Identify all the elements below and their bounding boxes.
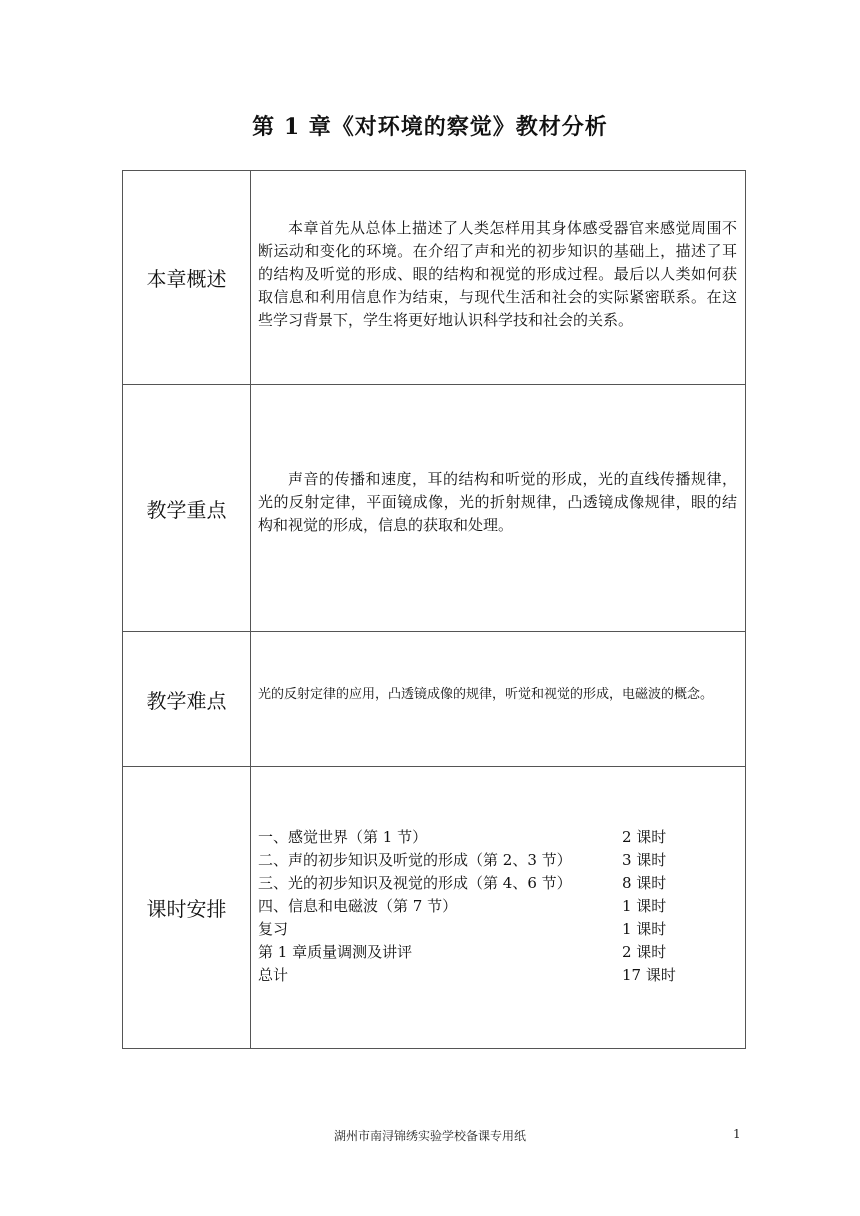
row-label: 课时安排 (123, 767, 251, 1049)
row-content (251, 171, 746, 385)
analysis-table (122, 170, 746, 1049)
page-number: 1 (733, 1127, 741, 1141)
list-item (258, 895, 737, 918)
schedule-item: 三、光的初步知识及视觉的形成（第 4、6 节） (258, 874, 572, 892)
schedule-item: 一、感觉世界（第 1 节） (258, 828, 428, 846)
schedule-hours: 3 课时 (622, 851, 667, 869)
schedule-item: 总计 (258, 966, 289, 984)
schedule-list (258, 826, 737, 987)
schedule-hours: 1 课时 (622, 920, 667, 938)
schedule-hours: 8 课时 (622, 874, 667, 892)
schedule-hours: 1 课时 (622, 897, 667, 915)
table-row-key-points (123, 385, 746, 632)
footer-text: 湖州市南浔锦绣实验学校备课专用纸 (333, 1129, 526, 1143)
table-row-overview (123, 171, 746, 385)
list-item (258, 918, 737, 941)
list-item (258, 941, 737, 964)
row-label: 教学重点 (123, 385, 251, 632)
table-row-schedule (123, 767, 746, 1049)
table-row-difficulties (123, 632, 746, 767)
difficulties-text: 光的反射定律的应用，凸透镜成像的规律，听觉和视觉的形成，电磁波的概念。 (258, 687, 714, 702)
schedule-item: 复习 (258, 920, 289, 938)
schedule-hours: 17 课时 (622, 966, 676, 984)
page-title: 第 1 章《对环境的察觉》教材分析 (252, 114, 608, 140)
row-content (251, 385, 746, 632)
overview-text: 本章首先从总体上描述了人类怎样用其身体感受器官来感觉周围不断运动和变化的环境。在介绍了声和光的初步知识的基础上，描述了耳的结构及听觉的形成、眼的结构和视觉的形成过程。最后以人类如何获取信息和利用信息作为结束，与现代生活和社会的实际紧密联系。在这些学习背景下，学生将更好地认识科学技和社会的关系。 (258, 219, 737, 329)
schedule-item: 二、声的初步知识及听觉的形成（第 2、3 节） (258, 851, 572, 869)
list-item (258, 872, 737, 895)
row-content (251, 632, 746, 767)
schedule-hours: 2 课时 (622, 828, 667, 846)
row-label: 本章概述 (123, 171, 251, 385)
row-label: 教学难点 (123, 632, 251, 767)
schedule-hours: 2 课时 (622, 943, 667, 961)
list-item (258, 964, 737, 987)
schedule-item: 第 1 章质量调测及讲评 (258, 943, 413, 961)
row-content (251, 767, 746, 1049)
list-item (258, 849, 737, 872)
list-item (258, 826, 737, 849)
key-points-text: 声音的传播和速度，耳的结构和听觉的形成，光的直线传播规律，光的反射定律，平面镜成像，光的折射规律，凸透镜成像规律，眼的结构和视觉的形成，信息的获取和处理。 (258, 469, 737, 534)
schedule-item: 四、信息和电磁波（第 7 节） (258, 897, 458, 915)
